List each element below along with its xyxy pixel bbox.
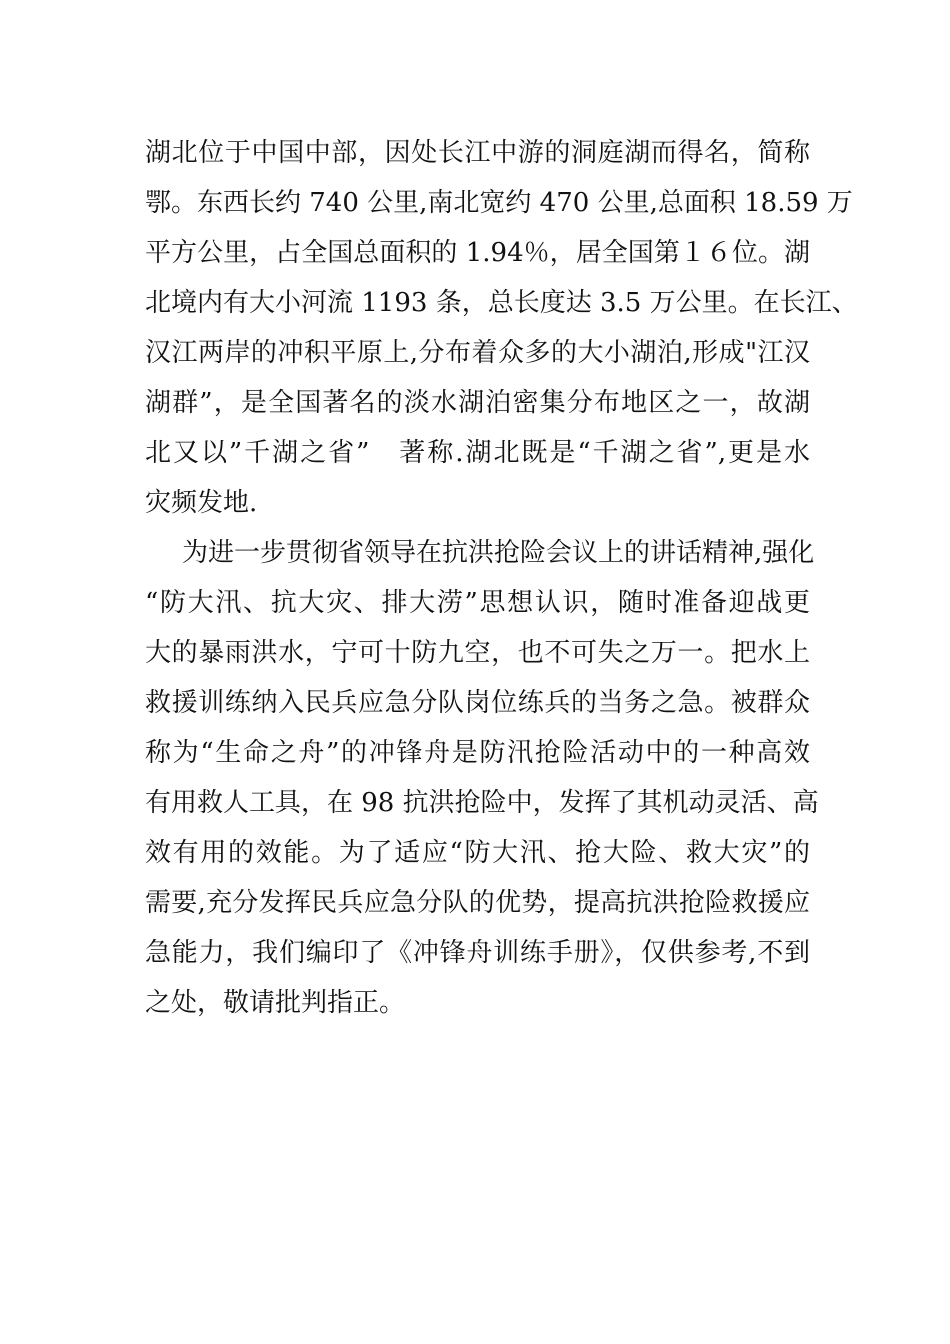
text-line: 汉江两岸的冲积平原上,分布着众多的大小湖泊,形成"江汉 <box>145 338 810 368</box>
text-line: 湖北位于中国中部，因处长江中游的洞庭湖而得名，简称 <box>145 138 810 168</box>
text-line: 大的暴雨洪水，宁可十防九空，也不可失之万一。把水上 <box>145 638 810 668</box>
paragraph-training-manual-intro <box>145 528 819 1028</box>
text-line: 北又以”千湖之省” 著称.湖北既是“千湖之省”,更是水 <box>145 438 810 468</box>
text-line: 鄂。东西长约 740 公里,南北宽约 470 公里,总面积 18.59 万 <box>145 188 853 218</box>
text-line: 需要,充分发挥民兵应急分队的优势，提高抗洪抢险救援应 <box>145 888 810 918</box>
text-line: 救援训练纳入民兵应急分队岗位练兵的当务之急。被群众 <box>145 688 810 718</box>
text-line: 称为“生命之舟”的冲锋舟是防汛抢险活动中的一种高效 <box>145 738 810 768</box>
text-line: 平方公里，占全国总面积的 1.94％，居全国第１６位。湖 <box>145 238 810 268</box>
text-line: 之处，敬请批判指正。 <box>145 988 406 1018</box>
text-line: 效有用的效能。为了适应“防大汛、抢大险、救大灾”的 <box>145 838 810 868</box>
text-line: 北境内有大小河流 1193 条，总长度达 3.5 万公里。在长江、 <box>145 288 858 318</box>
text-line: “防大汛、抗大灾、排大涝”思想认识，随时准备迎战更 <box>145 588 810 618</box>
text-line: 湖群”，是全国著名的淡水湖泊密集分布地区之一，故湖 <box>145 388 810 418</box>
paragraph-hubei-overview <box>145 128 858 528</box>
text-line: 急能力，我们编印了《冲锋舟训练手册》，仅供参考,不到 <box>145 938 810 968</box>
text-line: 为进一步贯彻省领导在抗洪抢险会议上的讲话精神,强化 <box>182 538 815 568</box>
text-line: 有用救人工具，在 98 抗洪抢险中，发挥了其机动灵活、高 <box>145 788 819 818</box>
text-line: 灾频发地. <box>145 488 258 518</box>
